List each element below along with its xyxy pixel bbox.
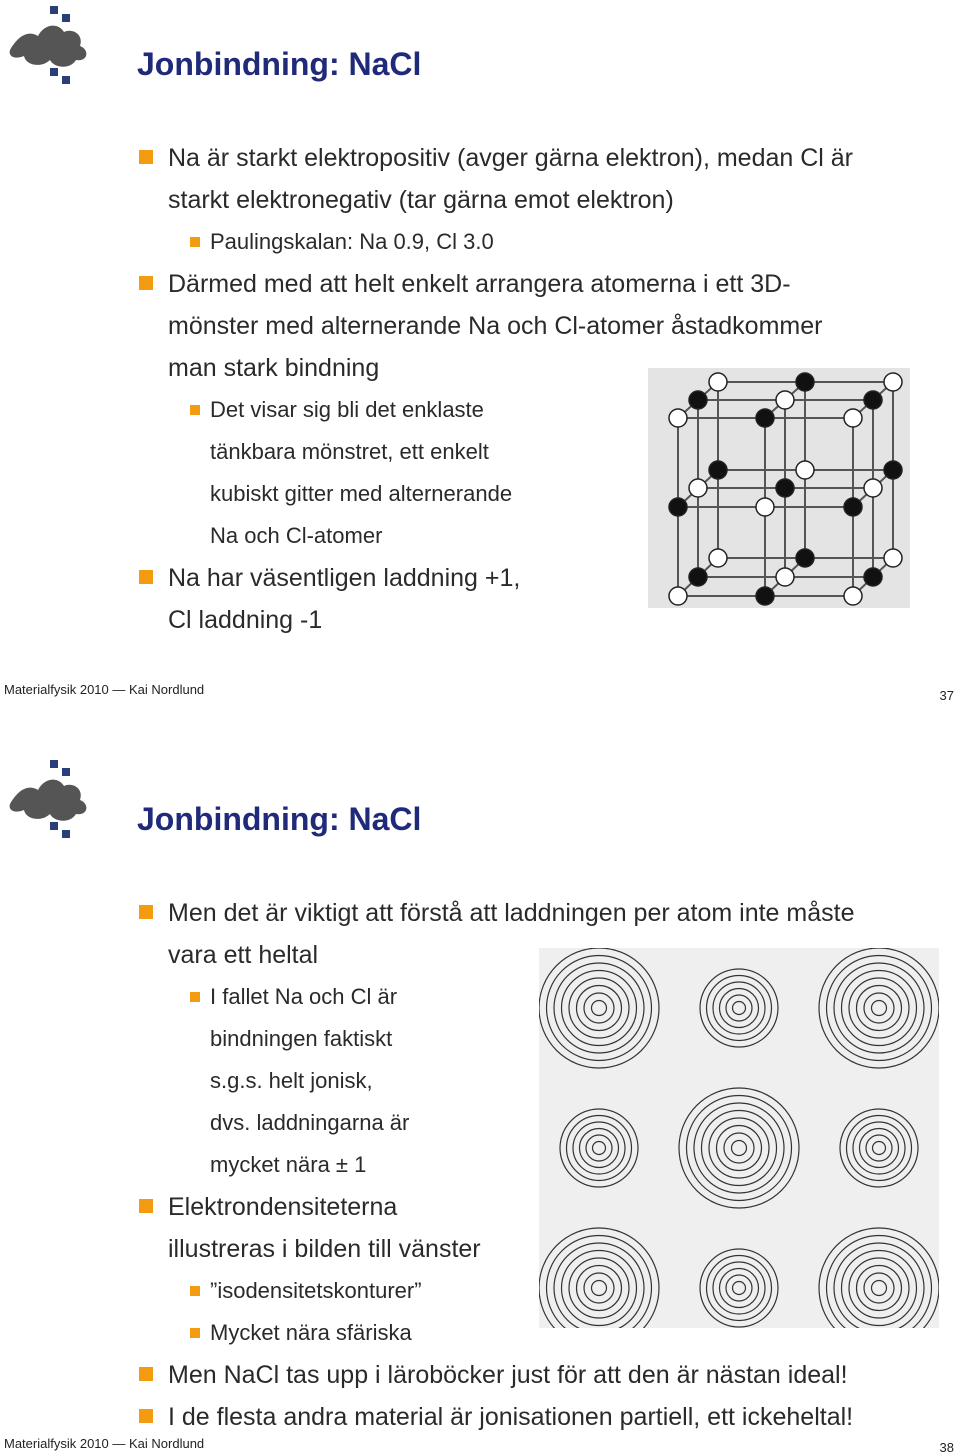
sub-bullet-text: s.g.s. helt jonisk, bbox=[210, 1068, 373, 1093]
sub-bullet-text: ”isodensitetskonturer” bbox=[210, 1278, 422, 1303]
sub-bullet-text: bindningen faktiskt bbox=[210, 1026, 393, 1051]
bullet-text: Cl laddning -1 bbox=[168, 606, 323, 634]
bullet-square-icon bbox=[190, 1286, 200, 1296]
sub-bullet-text: dvs. laddningarna är bbox=[210, 1110, 410, 1135]
page-number: 37 bbox=[939, 688, 954, 703]
bullet-text: Na har väsentligen laddning +1, bbox=[168, 564, 521, 592]
slide-38 bbox=[0, 728, 960, 1456]
bullet-text: Därmed med att helt enkelt arrangera atomerna i ett 3D- bbox=[168, 270, 791, 298]
sub-bullet-text: I fallet Na och Cl är bbox=[210, 984, 398, 1009]
bullet-text: illustreras i bilden till vänster bbox=[168, 1235, 481, 1263]
sub-bullet-text: Mycket nära sfäriska bbox=[210, 1320, 412, 1345]
university-logo-icon bbox=[8, 760, 94, 838]
bullet-text: starkt elektronegativ (tar gärna emot elektron) bbox=[168, 186, 674, 214]
nacl-lattice-figure bbox=[648, 368, 910, 608]
bullet-text: vara ett heltal bbox=[168, 941, 319, 969]
sub-bullet-text: tänkbara mönstret, ett enkelt bbox=[210, 439, 489, 464]
sub-bullet-text: Na och Cl-atomer bbox=[210, 523, 383, 548]
bullet-square-icon bbox=[190, 992, 200, 1002]
bullet-square-icon bbox=[139, 1409, 153, 1423]
isodensity-contour-figure bbox=[539, 948, 939, 1328]
page-number: 38 bbox=[939, 1440, 954, 1455]
bullet-square-icon bbox=[139, 570, 153, 584]
bullet-text: Men NaCl tas upp i läroböcker just för att den är nästan ideal! bbox=[168, 1361, 848, 1389]
bullet-square-icon bbox=[190, 1328, 200, 1338]
bullet-square-icon bbox=[139, 1367, 153, 1381]
slide-title: Jonbindning: NaCl bbox=[137, 46, 422, 82]
bullet-text: Elektrondensiteterna bbox=[168, 1193, 398, 1221]
bullet-text: Na är starkt elektropositiv (avger gärna elektron), medan Cl är bbox=[168, 144, 854, 172]
sub-bullet-text: kubiskt gitter med alternerande bbox=[210, 481, 513, 506]
bullet-text: mönster med alternerande Na och Cl-atomer åstadkommer bbox=[168, 312, 823, 340]
bullet-square-icon bbox=[139, 905, 153, 919]
bullet-square-icon bbox=[139, 150, 153, 164]
slide-title: Jonbindning: NaCl bbox=[137, 801, 422, 837]
bullet-square-icon bbox=[190, 237, 200, 247]
bullet-square-icon bbox=[190, 405, 200, 415]
bullet-text: Men det är viktigt att förstå att laddningen per atom inte måste bbox=[168, 899, 855, 927]
university-logo-icon bbox=[8, 6, 94, 84]
bullet-text: I de flesta andra material är jonisationen partiell, ett ickeheltal! bbox=[168, 1403, 854, 1431]
footer-text: Materialfysik 2010 — Kai Nordlund bbox=[4, 682, 205, 697]
sub-bullet-text: Paulingskalan: Na 0.9, Cl 3.0 bbox=[210, 229, 494, 254]
bullet-square-icon bbox=[139, 276, 153, 290]
bullet-square-icon bbox=[139, 1199, 153, 1213]
sub-bullet-text: Det visar sig bli det enklaste bbox=[210, 397, 484, 422]
footer-text: Materialfysik 2010 — Kai Nordlund bbox=[4, 1436, 205, 1451]
bullet-text: man stark bindning bbox=[168, 354, 380, 382]
sub-bullet-text: mycket nära ± 1 bbox=[210, 1152, 367, 1177]
